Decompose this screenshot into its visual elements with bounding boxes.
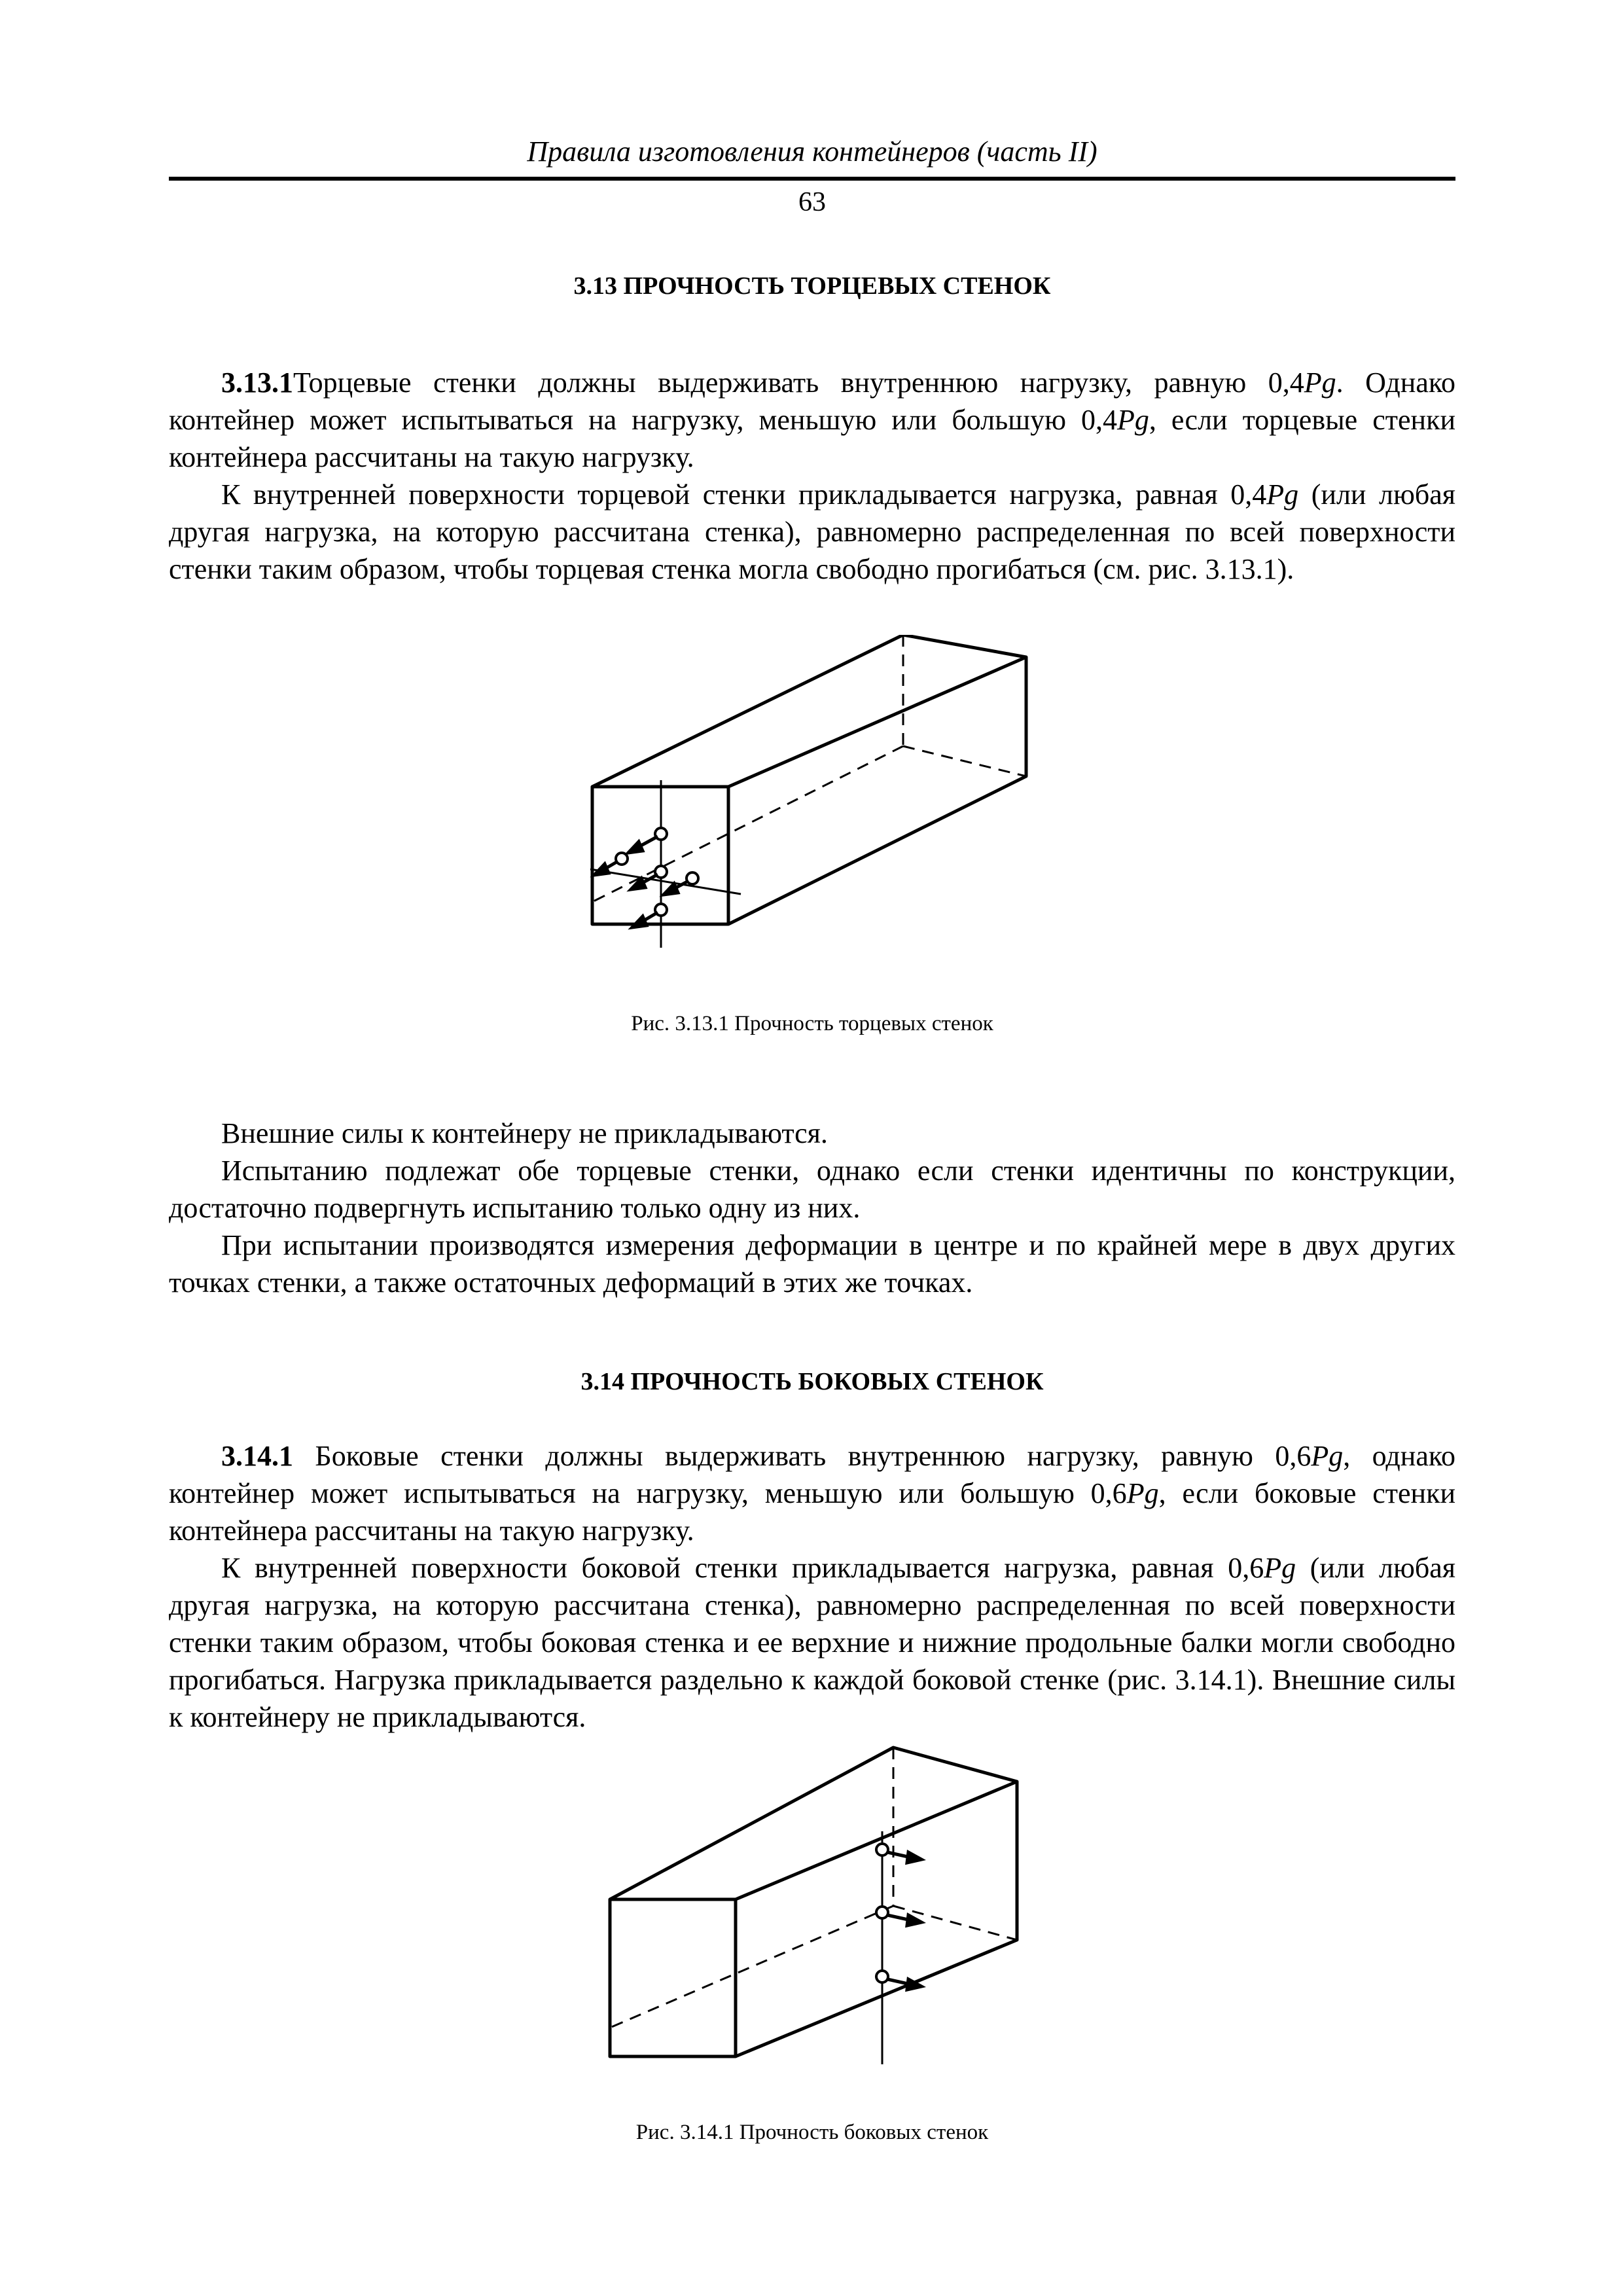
container-side-wall-diagram <box>589 1728 1047 2094</box>
paragraph-text: К внутренней поверхности боковой стенки прикладывается нагрузка, равная 0,6 <box>221 1552 1264 1584</box>
paragraph-text: , если боковые стенки контейнера рассчитаны на такую нагрузку. <box>169 1477 1455 1547</box>
figure-side-wall-strength <box>589 1728 1047 2094</box>
header-rule <box>169 177 1455 181</box>
paragraph-3-13-1 <box>169 364 1455 476</box>
paragraph-measurements: При испытании производятся измерения деформации в центре и по крайней мере в двух других точках стенки, а также остаточных деформаций в этих же точках. <box>169 1229 1455 1299</box>
container-end-wall-diagram <box>576 635 1060 975</box>
paragraph-3-14-1 <box>169 1437 1455 1549</box>
pg-symbol: Pg <box>1264 1552 1296 1584</box>
paragraph-3-14-load <box>169 1549 1455 1736</box>
pg-symbol: Pg <box>1311 1440 1344 1472</box>
paragraph-text: . Однако контейнер может испытываться на нагрузку, меньшую или большую 0,4 <box>169 367 1455 436</box>
paragraph-text: К внутренней поверхности торцевой стенки прикладывается нагрузка, равная 0,4 <box>221 478 1267 511</box>
pg-symbol: Pg <box>1126 1477 1159 1509</box>
paragraph-3-13-load <box>169 476 1455 588</box>
clause-number: 3.13.1 <box>221 367 293 399</box>
paragraph-text: (или любая другая нагрузка, на которую рассчитана стенка), равномерно распределенная по всей поверхности стенки таким образом, чтобы боковая стенка и ее верхние и нижние продольные балки могли свободно прогибаться. Нагрузка прикладывается раздельно к каждой боковой стенке (рис. 3.14.1). Внешние силы к контейнеру не прикладываются. <box>169 1552 1456 1733</box>
page-number: 63 <box>798 187 826 217</box>
paragraph-text: Боковые стенки должны выдерживать внутреннюю нагрузку, равную 0,6 <box>293 1440 1311 1472</box>
paragraph-text: , если торцевые стенки контейнера рассчитаны на такую нагрузку. <box>169 404 1455 473</box>
clause-number: 3.14.1 <box>221 1440 293 1472</box>
paragraph-text: Торцевые стенки должны выдерживать внутреннюю нагрузку, равную 0,4 <box>293 367 1304 399</box>
running-header: Правила изготовления контейнеров (часть II) <box>527 135 1097 168</box>
section-heading-3-14: 3.14 ПРОЧНОСТЬ БОКОВЫХ СТЕНОК <box>580 1368 1044 1395</box>
figure-end-wall-strength <box>576 635 1060 975</box>
paragraph-text: (или любая другая нагрузка, на которую рассчитана стенка), равномерно распределенная по всей поверхности стенки таким образом, чтобы торцевая стенка могла свободно прогибаться (см. рис. 3.13.1). <box>169 478 1456 585</box>
pg-symbol: Pg <box>1304 367 1336 399</box>
pg-symbol: Pg <box>1117 404 1149 436</box>
figure-caption-3-13-1: Рис. 3.13.1 Прочность торцевых стенок <box>631 1012 993 1035</box>
paragraph-no-external-forces: Внешние силы к контейнеру не прикладываются. <box>221 1117 828 1149</box>
pg-symbol: Pg <box>1266 478 1299 511</box>
section-heading-3-13: 3.13 ПРОЧНОСТЬ ТОРЦЕВЫХ СТЕНОК <box>573 272 1051 300</box>
figure-caption-3-14-1: Рис. 3.14.1 Прочность боковых стенок <box>635 2121 989 2144</box>
paragraph-both-walls: Испытанию подлежат обе торцевые стенки, однако если стенки идентичны по конструкции, достаточно подвергнуть испытанию только одну из них. <box>169 1155 1455 1224</box>
paragraph-text: , однако контейнер может испытываться на нагрузку, меньшую или большую 0,6 <box>169 1440 1455 1509</box>
